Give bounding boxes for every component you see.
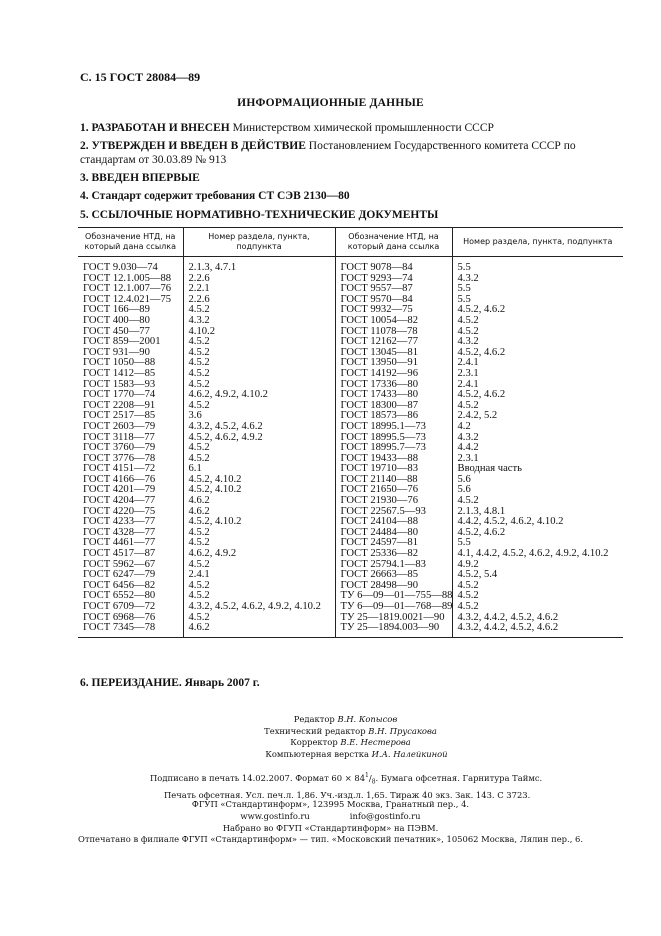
section-right-cell: 4.4.2 xyxy=(452,443,623,454)
table-row xyxy=(78,570,623,581)
section-left-cell: 4.5.2, 4.10.2 xyxy=(183,475,335,486)
section-right-cell: 5.5 xyxy=(452,295,623,306)
ntd-right-cell: ГОСТ 13045—81 xyxy=(335,348,452,359)
section-1 xyxy=(80,121,621,135)
publisher-email: info@gostinfo.ru xyxy=(349,810,421,821)
table-row xyxy=(78,284,623,295)
table-row xyxy=(78,401,623,412)
table-row xyxy=(78,295,623,306)
ntd-right-cell: ГОСТ 24104—88 xyxy=(335,517,452,528)
section-left-cell: 4.5.2 xyxy=(183,358,335,369)
section-right-cell: 4.5.2, 5.4 xyxy=(452,570,623,581)
table-row xyxy=(78,485,623,496)
table-row xyxy=(78,327,623,338)
section-left-cell: 4.6.2, 4.9.2, 4.10.2 xyxy=(183,390,335,401)
editor-label: Редактор xyxy=(293,714,335,724)
section-left-cell: 4.5.2 xyxy=(183,538,335,549)
section-6-reissue: 6. ПЕРЕИЗДАНИЕ. Январь 2007 г. xyxy=(80,677,260,689)
ntd-left-cell: ГОСТ 3760—79 xyxy=(83,443,156,454)
ntd-left-cell: ГОСТ 1770—74 xyxy=(83,390,156,401)
ntd-right-cell: ТУ 25—1894.003—90 xyxy=(335,623,452,637)
section-left-cell: 4.5.2 xyxy=(183,305,335,316)
ntd-right-cell: ГОСТ 18995.7—73 xyxy=(335,443,452,454)
table-body xyxy=(78,257,623,638)
table-row xyxy=(78,390,623,401)
section-right-cell: 4.1, 4.4.2, 4.5.2, 4.6.2, 4.9.2, 4.10.2 xyxy=(452,549,623,560)
ntd-left-cell: ГОСТ 400—80 xyxy=(83,315,150,326)
table-row xyxy=(78,454,623,465)
ntd-right-cell: ТУ 6—09—01—768—89 xyxy=(335,602,452,613)
ntd-right-cell: ГОСТ 18995.1—73 xyxy=(335,422,452,433)
section-left-cell: 4.5.2 xyxy=(183,337,335,348)
section-left-cell: 6.1 xyxy=(183,464,335,475)
section-right-cell: 2.1.3, 4.8.1 xyxy=(452,507,623,518)
print-line-1: Подписано в печать 14.02.2007. Формат $60 \times 84^1/_8$. Бумага офсетная. Гарнитура Таймс. xyxy=(150,772,543,786)
ntd-left-cell: ГОСТ 859—2001 xyxy=(83,337,161,348)
ntd-right-cell: ГОСТ 9293—74 xyxy=(335,274,452,285)
section-left-cell: 4.5.2 xyxy=(183,528,335,539)
section-right-cell: 5.5 xyxy=(452,257,623,274)
ntd-left-cell: ГОСТ 9.030—74 xyxy=(83,262,158,273)
ntd-left-cell: ГОСТ 6456—82 xyxy=(83,580,156,591)
publisher-contacts xyxy=(0,811,661,823)
ntd-left-cell: ГОСТ 931—90 xyxy=(83,347,150,358)
section-5 xyxy=(80,208,621,222)
ntd-left-cell: ГОСТ 2517—85 xyxy=(83,411,156,422)
ntd-left-cell: ГОСТ 2603—79 xyxy=(83,421,156,432)
references-table xyxy=(78,227,623,638)
table-row xyxy=(78,623,623,637)
table-row xyxy=(78,337,623,348)
section-left-cell: 4.5.2, 4.6.2, 4.9.2 xyxy=(183,433,335,444)
section-left-cell: 4.6.2 xyxy=(183,507,335,518)
publisher-info xyxy=(0,799,661,846)
section-left-cell: 4.5.2 xyxy=(183,581,335,592)
page-header: С. 15 ГОСТ 28084—89 xyxy=(80,70,201,84)
section-left-cell: 4.10.2 xyxy=(183,327,335,338)
ntd-left-cell: ГОСТ 166—89 xyxy=(83,305,150,316)
section-right-cell: 4.9.2 xyxy=(452,560,623,571)
tech-editor-label: Технический редактор xyxy=(264,725,366,736)
section-2 xyxy=(80,139,621,167)
ntd-right-cell: ГОСТ 18300—87 xyxy=(335,401,452,412)
ntd-right-cell: ГОСТ 9078—84 xyxy=(335,257,452,274)
table-row xyxy=(78,348,623,359)
section-right-cell: 2.3.1 xyxy=(452,369,623,380)
section-left-cell: 2.2.6 xyxy=(183,274,335,285)
section-left-cell: 4.6.2, 4.9.2 xyxy=(183,549,335,560)
ntd-left-cell: ГОСТ 4328—77 xyxy=(83,527,156,538)
corrector-name: В.Е. Нестерова xyxy=(340,737,411,747)
section-left-cell: 4.5.2 xyxy=(183,348,335,359)
section-right-cell: 5.5 xyxy=(452,538,623,549)
ntd-left-cell: ГОСТ 4233—77 xyxy=(83,517,156,528)
ntd-right-cell: ГОСТ 21930—76 xyxy=(335,496,452,507)
section-left-cell: 2.4.1 xyxy=(183,570,335,581)
typeset-note: Набрано во ФГУП «Стандартинформ» на ПЭВМ. xyxy=(222,822,439,833)
section-4 xyxy=(80,189,621,203)
page-title: ИНФОРМАЦИОННЫЕ ДАННЫЕ xyxy=(237,97,424,109)
section-left-cell: 4.3.2, 4.5.2, 4.6.2, 4.9.2, 4.10.2 xyxy=(183,602,335,613)
ntd-right-cell: ГОСТ 22567.5—93 xyxy=(335,507,452,518)
ntd-right-cell: ГОСТ 28498—90 xyxy=(335,581,452,592)
table-row xyxy=(78,507,623,518)
table-row xyxy=(78,380,623,391)
ntd-right-cell: ГОСТ 14192—96 xyxy=(335,369,452,380)
credit-tech-editor xyxy=(0,726,661,738)
section-left-cell: 4.6.2 xyxy=(183,623,335,637)
publisher-website: www.gostinfo.ru xyxy=(240,810,310,821)
ntd-left-cell: ГОСТ 6709—72 xyxy=(83,602,156,612)
ntd-left-cell: ГОСТ 12.1.007—76 xyxy=(83,284,172,295)
ntd-right-cell: ГОСТ 9932—75 xyxy=(335,305,452,316)
ntd-left-cell: ГОСТ 4204—77 xyxy=(83,496,156,507)
section-left-cell: 3.6 xyxy=(183,411,335,422)
ntd-right-cell: ГОСТ 12162—77 xyxy=(335,337,452,348)
table-row xyxy=(78,411,623,422)
credits-block xyxy=(0,714,661,760)
section-right-cell: 4.5.2, 4.6.2 xyxy=(452,390,623,401)
section-left-cell: 4.3.2 xyxy=(183,316,335,327)
table-row xyxy=(78,581,623,592)
corrector-label: Корректор xyxy=(290,737,338,747)
table-row xyxy=(78,538,623,549)
section-right-cell: 4.5.2, 4.6.2 xyxy=(452,528,623,539)
section-right-cell: 4.5.2 xyxy=(452,581,623,592)
ntd-right-cell: ГОСТ 11078—78 xyxy=(335,327,452,338)
ntd-left-cell: ГОСТ 3118—77 xyxy=(83,432,155,443)
layout-name: И.А. Налейкиной xyxy=(371,748,448,759)
table-row xyxy=(78,305,623,316)
table-row xyxy=(78,433,623,444)
ntd-left-cell: ГОСТ 4151—72 xyxy=(83,464,156,475)
section-1-text: Министерством химической промышленности СССР xyxy=(232,122,494,134)
table-row xyxy=(78,602,623,613)
table-row xyxy=(78,464,623,475)
ntd-right-cell: ГОСТ 26663—85 xyxy=(335,570,452,581)
section-right-cell: 4.3.2 xyxy=(452,433,623,444)
ntd-left-cell: ГОСТ 4220—75 xyxy=(83,506,156,517)
ntd-left-cell: ГОСТ 12.4.021—75 xyxy=(83,294,172,305)
print-info xyxy=(150,770,542,801)
section-right-cell: 2.3.1 xyxy=(452,454,623,465)
section-left-cell: 2.1.3, 4.7.1 xyxy=(183,257,335,274)
section-right-cell: 4.3.2, 4.4.2, 4.5.2, 4.6.2 xyxy=(452,613,623,624)
section-right-cell: 4.5.2, 4.6.2 xyxy=(452,305,623,316)
table-row xyxy=(78,496,623,507)
ntd-right-cell: ТУ 25—1819.0021—90 xyxy=(335,613,452,624)
ntd-right-cell: ГОСТ 17336—80 xyxy=(335,380,452,391)
section-left-cell: 4.3.2, 4.5.2, 4.6.2 xyxy=(183,422,335,433)
ntd-right-cell: ТУ 6—09—01—755—88 xyxy=(335,591,452,602)
section-right-cell: 5.6 xyxy=(452,475,623,486)
credit-layout xyxy=(0,749,661,761)
table-row xyxy=(78,560,623,571)
table-row xyxy=(78,549,623,560)
table-row xyxy=(78,422,623,433)
section-right-cell: Вводная часть xyxy=(452,464,623,475)
table-row xyxy=(78,613,623,624)
section-left-cell: 4.5.2 xyxy=(183,401,335,412)
header-ntd-right: Обозначение НТД, на который дана ссылка xyxy=(335,228,452,257)
section-left-cell: 4.6.2 xyxy=(183,496,335,507)
ntd-right-cell: ГОСТ 21650—76 xyxy=(335,485,452,496)
ntd-right-cell: ГОСТ 24484—80 xyxy=(335,528,452,539)
format-numerator: 1 xyxy=(365,772,369,779)
table-row xyxy=(78,358,623,369)
ntd-left-cell: ГОСТ 2208—91 xyxy=(83,400,156,411)
section-right-cell: 5.6 xyxy=(452,485,623,496)
print-line-2: Печать офсетная. Усл. печ.л. 1,86. Уч.-изд.л. 1,65. Тираж 40 экз. Зак. 143. С 3723. xyxy=(164,789,531,800)
ntd-right-cell: ГОСТ 25336—82 xyxy=(335,549,452,560)
credit-editor xyxy=(0,714,661,726)
section-left-cell: 4.5.2 xyxy=(183,591,335,602)
ntd-right-cell: ГОСТ 9557—87 xyxy=(335,284,452,295)
ntd-left-cell: ГОСТ 1412—85 xyxy=(83,368,156,379)
publisher-address: ФГУП «Стандартинформ», 123995 Москва, Гранатный пер., 4. xyxy=(191,799,470,809)
section-right-cell: 4.3.2 xyxy=(452,274,623,285)
ntd-left-cell: ГОСТ 1050—88 xyxy=(83,358,156,369)
table-row xyxy=(78,528,623,539)
ntd-left-cell: ГОСТ 4201—79 xyxy=(83,485,156,496)
table-row xyxy=(78,257,623,274)
section-left-cell: 4.5.2 xyxy=(183,380,335,391)
section-left-cell: 4.5.2 xyxy=(183,613,335,624)
ntd-left-cell: ГОСТ 4517—87 xyxy=(83,549,156,560)
table-row xyxy=(78,369,623,380)
section-right-cell: 2.4.1 xyxy=(452,380,623,391)
section-right-cell: 4.3.2, 4.4.2, 4.5.2, 4.6.2 xyxy=(452,623,623,637)
section-left-cell: 4.5.2 xyxy=(183,560,335,571)
section-left-cell: 4.5.2, 4.10.2 xyxy=(183,517,335,528)
ntd-left-cell: ГОСТ 12.1.005—88 xyxy=(83,273,172,284)
section-left-cell: 2.2.1 xyxy=(183,284,335,295)
section-right-cell: 4.5.2 xyxy=(452,316,623,327)
print-line-1-b: . Бумага офсетная. Гарнитура Таймс. xyxy=(375,772,543,783)
table-row xyxy=(78,517,623,528)
ntd-right-cell: ГОСТ 17433—80 xyxy=(335,390,452,401)
section-right-cell: 4.2 xyxy=(452,422,623,433)
ntd-left-cell: ГОСТ 4166—76 xyxy=(83,474,156,485)
ntd-right-cell: ГОСТ 19710—83 xyxy=(335,464,452,475)
ntd-left-cell: ГОСТ 6552—80 xyxy=(83,591,156,602)
header-section-left: Номер раздела, пункта, подпункта xyxy=(183,228,335,257)
section-right-cell: 4.5.2 xyxy=(452,327,623,338)
tech-editor-name: В.Н. Прусакова xyxy=(368,725,437,736)
section-right-cell: 4.5.2 xyxy=(452,591,623,602)
section-3-heading: 3. ВВЕДЕН ВПЕРВЫЕ xyxy=(80,172,200,184)
section-right-cell: 4.5.2 xyxy=(452,401,623,412)
editor-name: В.Н. Копысов xyxy=(337,714,398,724)
ntd-right-cell: ГОСТ 13950—91 xyxy=(335,358,452,369)
credit-corrector xyxy=(0,737,661,749)
table-row xyxy=(78,591,623,602)
section-2-heading: 2. УТВЕРЖДЕН И ВВЕДЕН В ДЕЙСТВИЕ xyxy=(80,140,306,152)
ntd-right-cell: ГОСТ 25794.1—83 xyxy=(335,560,452,571)
table-header-row xyxy=(78,228,623,257)
section-5-heading: 5. ССЫЛОЧНЫЕ НОРМАТИВНО-ТЕХНИЧЕСКИЕ ДОКУМЕНТЫ xyxy=(80,209,439,221)
ntd-right-cell: ГОСТ 9570—84 xyxy=(335,295,452,306)
section-right-cell: 4.4.2, 4.5.2, 4.6.2, 4.10.2 xyxy=(452,517,623,528)
header-section-right: Номер раздела, пункта, подпункта xyxy=(452,228,623,257)
table-row xyxy=(78,274,623,285)
section-right-cell: 4.5.2, 4.6.2 xyxy=(452,348,623,359)
ntd-left-cell: ГОСТ 1583—93 xyxy=(83,379,156,390)
section-3 xyxy=(80,171,621,185)
section-right-cell: 2.4.1 xyxy=(452,358,623,369)
layout-label: Компьютерная верстка xyxy=(265,748,369,759)
print-line-1-a: Подписано в печать 14.02.2007. Формат 60 × 84 xyxy=(150,772,366,783)
ntd-right-cell: ГОСТ 24597—81 xyxy=(335,538,452,549)
ntd-left-cell: ГОСТ 6247—79 xyxy=(83,570,156,581)
section-2-text: Постановлением Государственного комитета СССР по стандартам от 30.03.89 № 913 xyxy=(80,140,576,166)
section-4-heading: 4. Стандарт содержит требования СТ СЭВ 2130—80 xyxy=(80,190,350,202)
ntd-right-cell: ГОСТ 10054—82 xyxy=(335,316,452,327)
section-right-cell: 2.4.2, 5.2 xyxy=(452,411,623,422)
format-denominator: 8 xyxy=(371,778,376,786)
section-left-cell: 2.2.6 xyxy=(183,295,335,306)
printed-note: Отпечатано в филиале ФГУП «Стандартинформ» — тип. «Московский печатник», 105062 Москва, Лялин пер., 6. xyxy=(77,834,584,845)
section-left-cell: 4.5.2 xyxy=(183,443,335,454)
ntd-right-cell: ГОСТ 18995.5—73 xyxy=(335,433,452,444)
ntd-left-cell: ГОСТ 6968—76 xyxy=(83,612,156,623)
section-right-cell: 4.5.2 xyxy=(452,602,623,613)
table-row xyxy=(78,316,623,327)
ntd-left-cell: ГОСТ 450—77 xyxy=(83,326,150,337)
section-1-heading: 1. РАЗРАБОТАН И ВНЕСЕН xyxy=(80,122,230,134)
header-ntd-left: Обозначение НТД, на который дана ссылка xyxy=(78,228,183,257)
ntd-left-cell: ГОСТ 3776—78 xyxy=(83,453,156,464)
ntd-right-cell: ГОСТ 19433—88 xyxy=(335,454,452,465)
section-right-cell: 4.3.2 xyxy=(452,337,623,348)
ntd-left-cell: ГОСТ 5962—67 xyxy=(83,559,156,570)
section-left-cell: 4.5.2 xyxy=(183,454,335,465)
ntd-right-cell: ГОСТ 18573—86 xyxy=(335,411,452,422)
table-row xyxy=(78,475,623,486)
section-left-cell: 4.5.2, 4.10.2 xyxy=(183,485,335,496)
section-left-cell: 4.5.2 xyxy=(183,369,335,380)
table-row xyxy=(78,443,623,454)
ntd-left-cell: ГОСТ 4461—77 xyxy=(83,538,156,549)
ntd-left-cell: ГОСТ 7345—78 xyxy=(78,623,183,637)
section-right-cell: 5.5 xyxy=(452,284,623,295)
section-right-cell: 4.5.2 xyxy=(452,496,623,507)
ntd-right-cell: ГОСТ 21140—88 xyxy=(335,475,452,486)
